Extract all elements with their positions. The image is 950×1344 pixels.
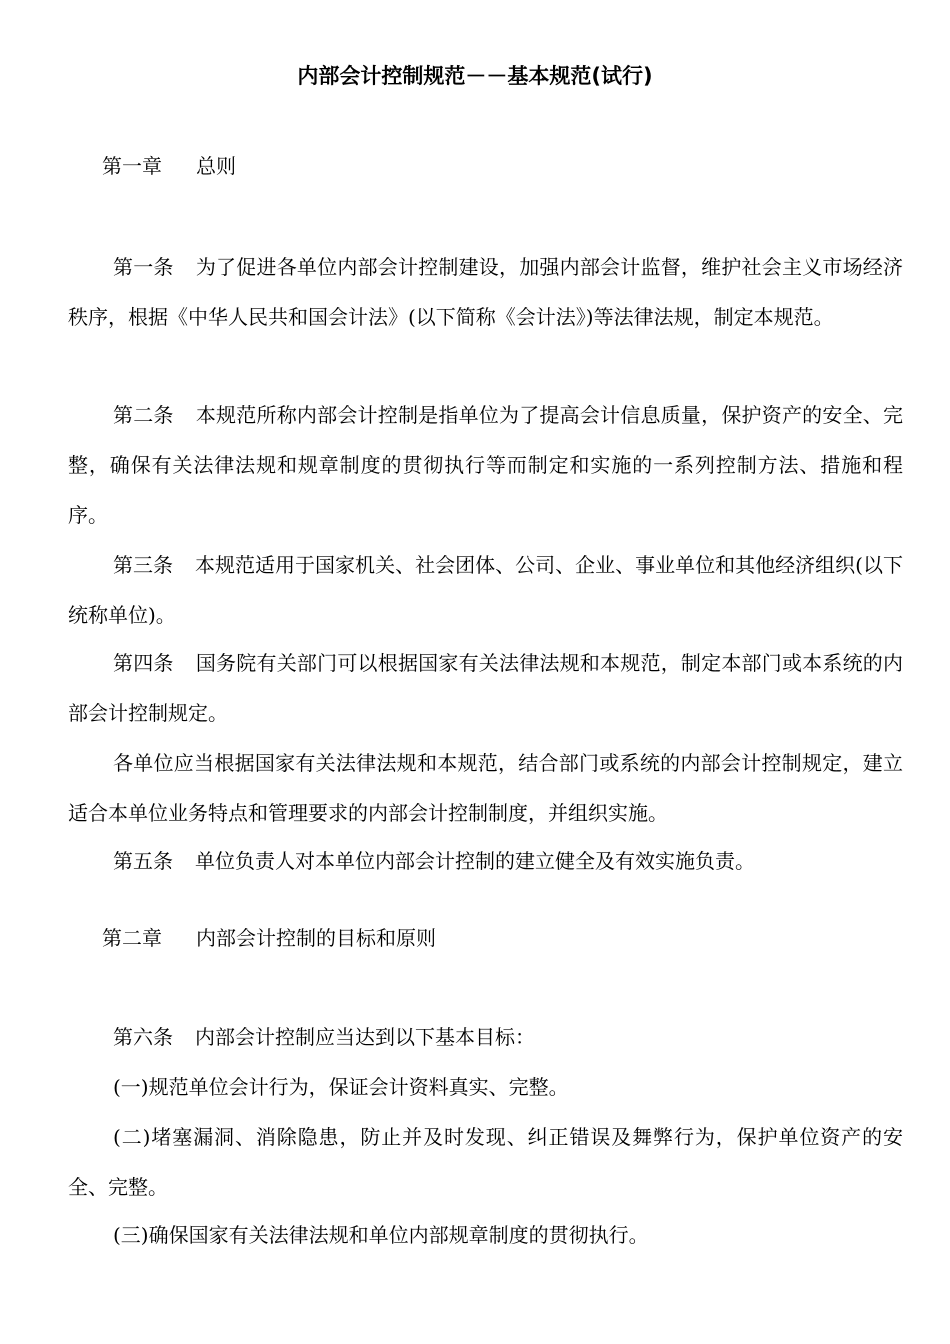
paragraph-text: 各单位应当根据国家有关法律法规和本规范，结合部门或系统的内部会计控制规定，建立适合本单位业务特点和管理要求的内部会计控制制度，并组织实施。: [68, 751, 903, 825]
chapter-heading-1: [102, 152, 236, 180]
article-label: 第五条: [113, 849, 173, 873]
article-label: 第六条: [113, 1025, 173, 1049]
goal-item-2: [68, 1112, 903, 1212]
paragraph-text: (二)堵塞漏洞、消除隐患，防止并及时发现、纠正错误及舞弊行为，保护单位资产的安全、完整。: [68, 1125, 903, 1199]
article-text: 国务院有关部门可以根据国家有关法律法规和本规范，制定本部门或本系统的内部会计控制规定。: [68, 651, 904, 725]
article-text: 本规范适用于国家机关、社会团体、公司、企业、事业单位和其他经济组织(以下统称单位)。: [68, 553, 903, 627]
article-text: 为了促进各单位内部会计控制建设，加强内部会计监督，维护社会主义市场经济秩序，根据《中华人民共和国会计法》(以下简称《会计法》)等法律法规，制定本规范。: [68, 255, 904, 329]
article-text: 本规范所称内部会计控制是指单位为了提高会计信息质量，保护资产的安全、完整，确保有关法律法规和规章制度的贯彻执行等而制定和实施的一系列控制方法、措施和程序。: [68, 403, 904, 527]
article-label: 第二条: [113, 403, 174, 427]
chapter-number: 第二章: [102, 926, 162, 950]
goal-item-3: [68, 1210, 903, 1260]
chapter-heading-2: [102, 924, 436, 952]
document-title: 内部会计控制规范－－基本规范(试行): [297, 64, 653, 88]
article-3: [68, 540, 903, 640]
chapter-title: 总则: [196, 154, 236, 178]
article-4: [68, 638, 903, 738]
article-5: [68, 836, 903, 886]
article-label: 第一条: [113, 255, 174, 279]
paragraph-text: (三)确保国家有关法律法规和单位内部规章制度的贯彻执行。: [113, 1223, 649, 1247]
paragraph-text: (一)规范单位会计行为，保证会计资料真实、完整。: [113, 1075, 569, 1099]
article-4-continuation: [68, 738, 903, 838]
article-text: 单位负责人对本单位内部会计控制的建立健全及有效实施负责。: [195, 849, 755, 873]
article-2: [68, 390, 903, 540]
article-label: 第三条: [113, 553, 174, 577]
article-6: [68, 1012, 903, 1062]
goal-item-1: [68, 1062, 903, 1112]
chapter-title: 内部会计控制的目标和原则: [196, 926, 436, 950]
article-label: 第四条: [113, 651, 174, 675]
article-text: 内部会计控制应当达到以下基本目标：: [195, 1025, 535, 1049]
chapter-number: 第一章: [102, 154, 162, 178]
article-1: [68, 242, 903, 342]
